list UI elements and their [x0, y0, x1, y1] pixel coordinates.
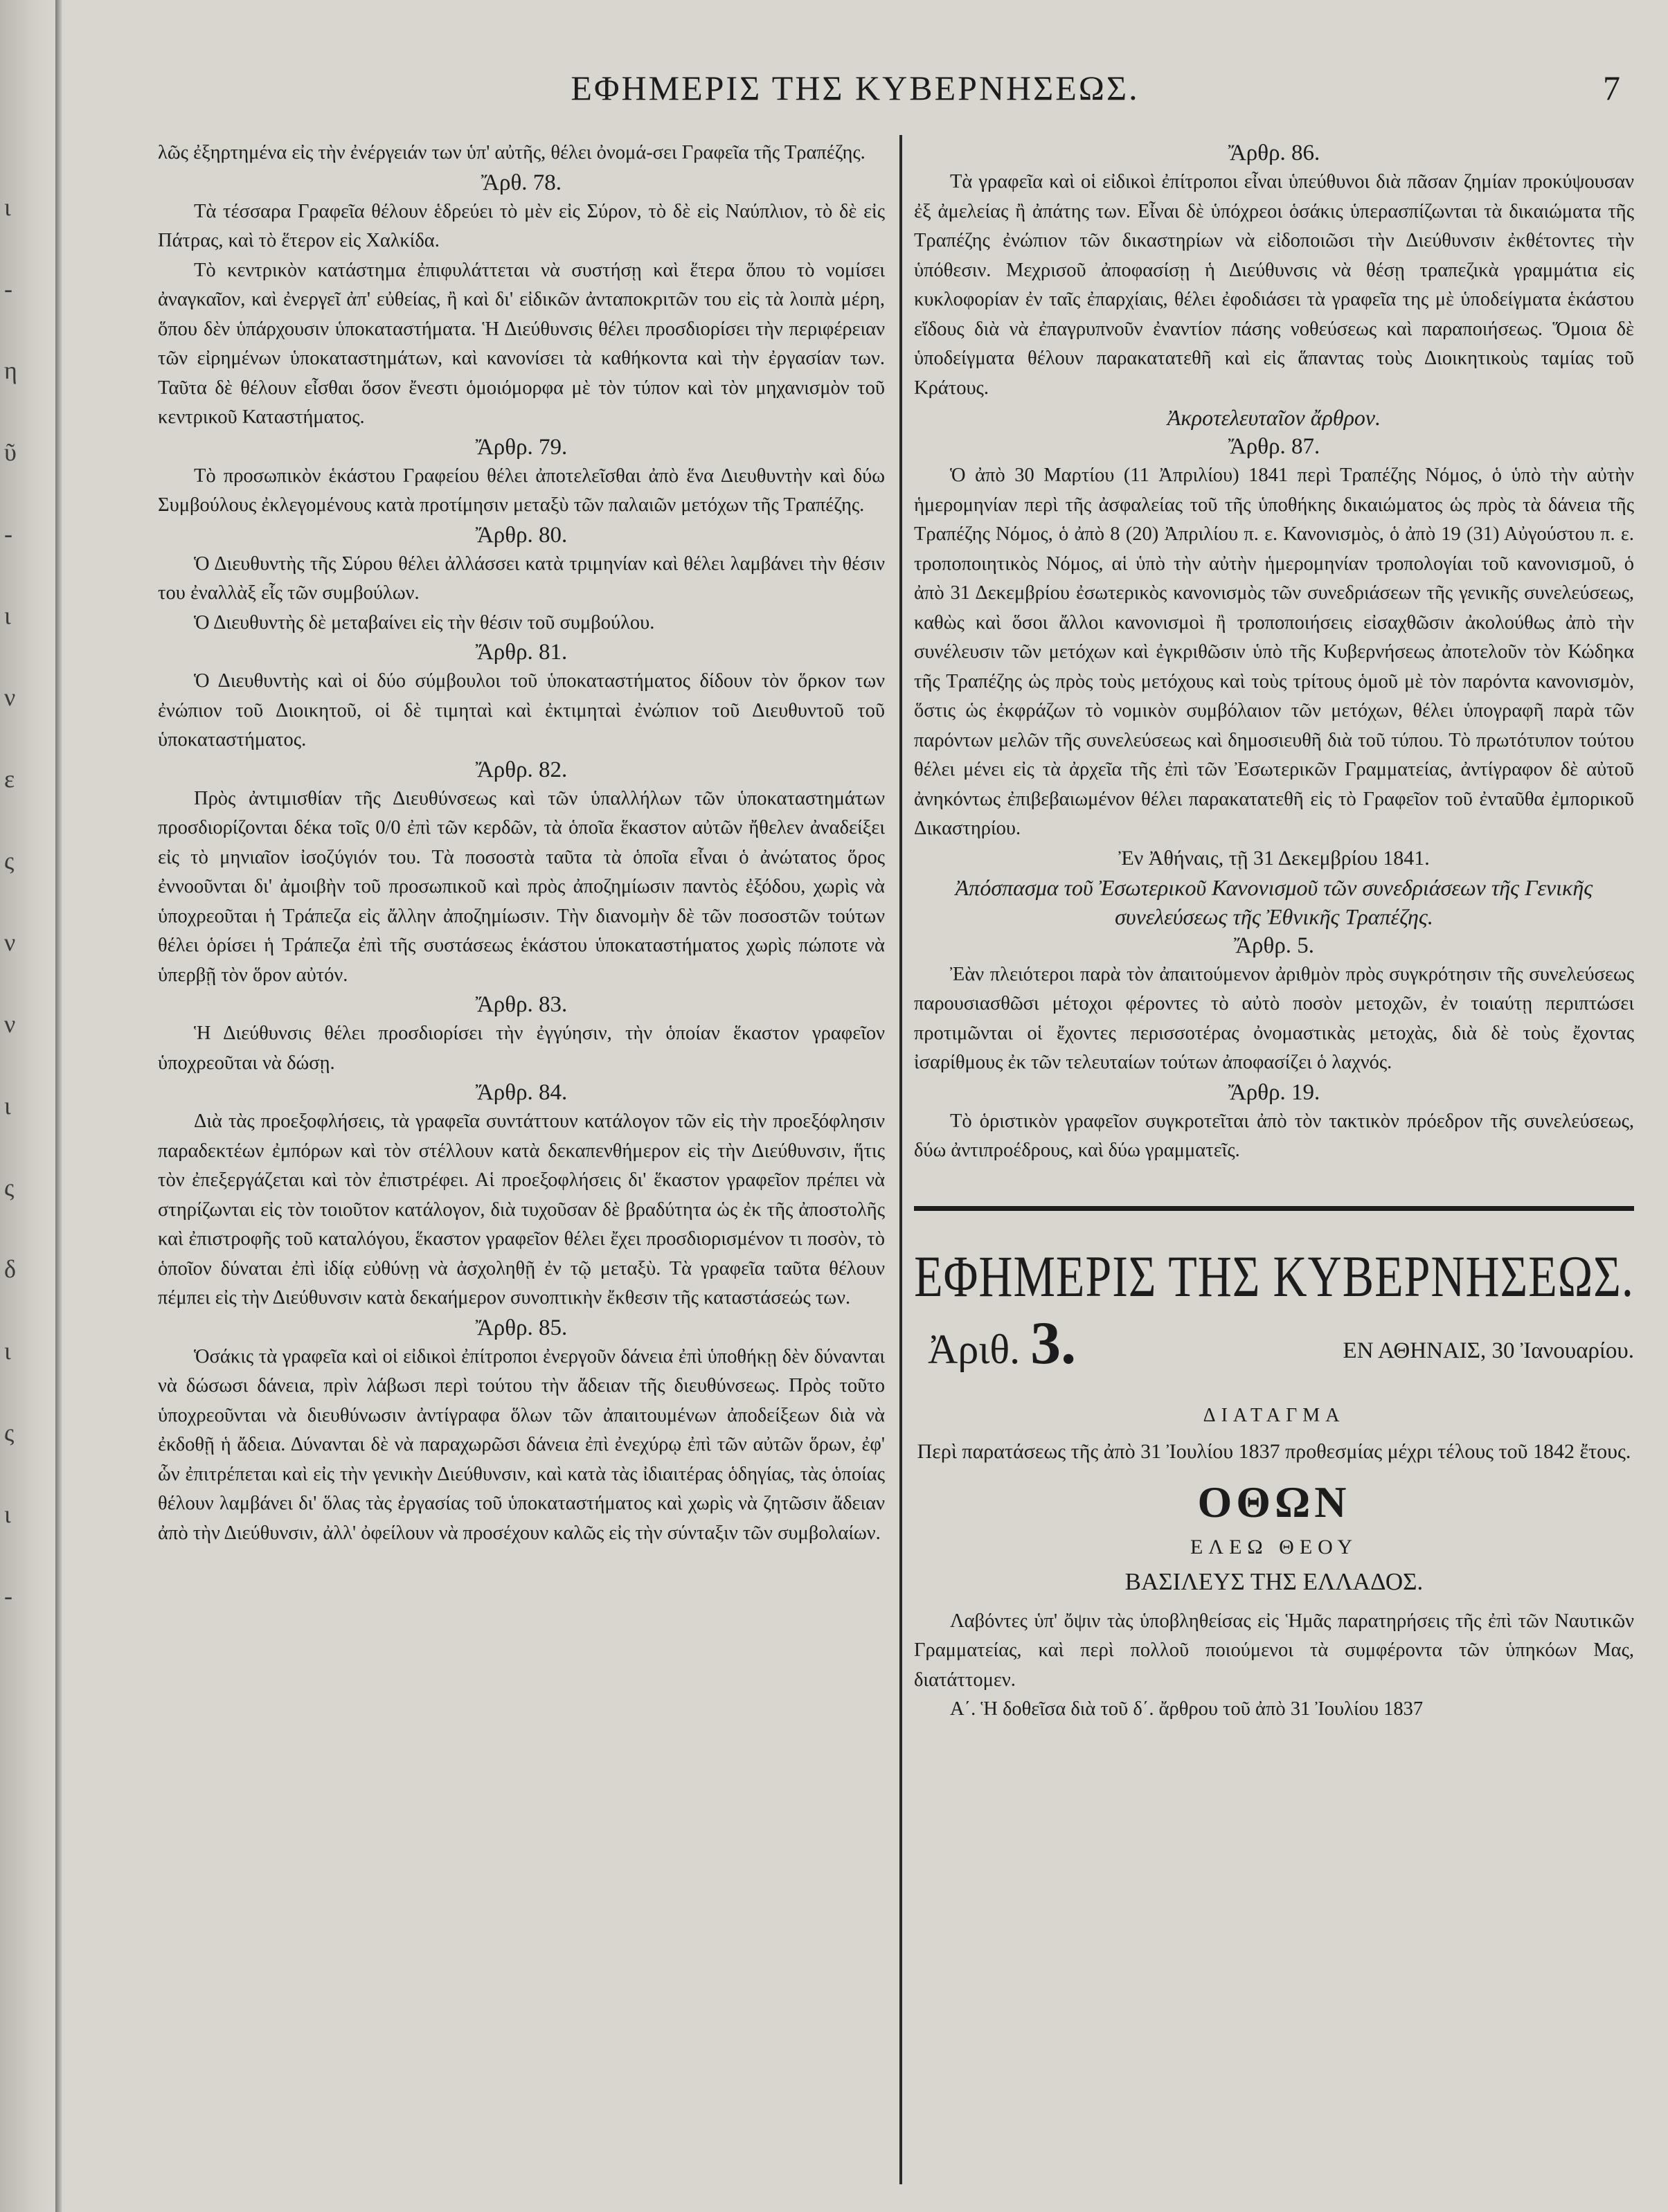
article-heading: Ἄρθρ. 19. — [1228, 1079, 1320, 1105]
article-heading: Ἄρθρ. 83. — [475, 992, 568, 1017]
column-divider — [899, 135, 902, 2184]
article-heading: Ἄρθρ. 84. — [475, 1080, 568, 1105]
issue-number — [928, 1309, 1077, 1377]
article-heading: Ἄρθρ. 82. — [475, 757, 568, 782]
king-title: ΒΑΣΙΛΕΥΣ ΤΗΣ ΕΛΛΑΔΟΣ. — [1124, 1567, 1424, 1595]
decree-description: Περὶ παρατάσεως τῆς ἀπὸ 31 Ἰουλίου 1837 προθεσμίας μέχρι τέλους τοῦ 1842 ἔτους. — [917, 1439, 1631, 1463]
gutter-letter: η — [4, 357, 17, 384]
right-column — [914, 138, 1634, 1725]
gutter-letter: ς — [4, 1174, 15, 1201]
issue-label: Ἀριθ. — [928, 1326, 1021, 1372]
gutter-letter: ν — [4, 1010, 16, 1038]
gutter-letter: ι — [4, 1500, 11, 1528]
gutter-letter: ς — [4, 847, 15, 874]
paragraph: Τὰ τέσσαρα Γραφεῖα θέλουν ἑδρεύει τὸ μὲν εἰς Σύρον, τὸ δὲ εἰς Ναύπλιον, τὸ δὲ εἰς Πάτρας, καὶ τὸ ἕτερον εἰς Χαλκίδα. — [158, 200, 885, 251]
paragraph: Ἡ Διεύθυνσις θέλει προσδιορίσει τὴν ἐγγύησιν, τὴν ὁποίαν ἕκαστον γραφεῖον ὑποχρεοῦται νὰ δώσῃ. — [158, 1023, 885, 1074]
paragraph: Ὁ Διευθυντὴς τῆς Σύρου θέλει ἀλλάσσει κατὰ τριμηνίαν καὶ θέλει λαμβάνει τὴν θέσιν του ἐναλλὰξ εἷς τῶν συμβούλων. — [158, 552, 885, 604]
paragraph: Τὸ κεντρικὸν κατάστημα ἐπιφυλάττεται νὰ συστήσῃ καὶ ἕτερα ὅπου τὸ νομίσει ἀναγκαῖον, καὶ ἐνεργεῖ ἀπ' εὐθείας, ἢ καὶ δι' εἰδικῶν ἀνταποκριτῶν του εἰς τὰ λοιπὰ μέρη, ὅπου δὲν ὑπάρχουσιν ὑποκαταστήματα. Ἡ Διεύθυνσις θέλει προσδιορίσει τὴν περιφέρειαν τῶν εἰρημένων ὑποκαταστημάτων, καὶ κανονίσει τὰ καθήκοντα καὶ τὴν ἐργασίαν των. Ταῦτα δὲ θέλουν εἶσθαι ὅσον ἔνεστι ὁμοιόμορφα μὲ τὸν τύπον καὶ τὸν μηχανισμὸν τοῦ κεντρικοῦ Καταστήματος. — [158, 259, 885, 428]
decree-article-a: Α΄. Ἡ δοθεῖσα διὰ τοῦ δ΄. ἄρθρου τοῦ ἀπὸ 31 Ἰουλίου 1837 — [950, 1698, 1424, 1720]
paragraph: Ὁσάκις τὰ γραφεῖα καὶ οἱ εἰδικοὶ ἐπίτροποι ἐνεργοῦν δάνεια ἐπὶ ὑποθήκῃ δὲν δύνανται νὰ δώσωσι δάνεια, πρὶν λάβωσι περὶ τούτου τὴν ἄδειαν τῆς διευθύνσεως. Πρὸς τοῦτο ὑποχρεοῦνται νὰ διευθύνωσιν ἀντίγραφα ὅλων τῶν ἀπαιτουμένων ἀποδείξεων διὰ νὰ ἐκδοθῇ ἡ ἄδεια. Δύνανται δὲ νὰ παραχωρῶσι δάνεια ἐπὶ ἐνεχύρῳ ἐπὶ τῶν αὐτῶν ὅρων, ἐφ' ὧν ἐπιτρέπεται καὶ εἰς τὴν γενικὴν Διεύθυνσιν, καὶ κατὰ τὰς ἰδιαιτέρας ὁδηγίας, τὰς ὁποίας θέλουν λαμβάνει δι' ὅλας τὰς ἐργασίας τοῦ ὑποκαταστήματος καὶ χωρὶς νὰ ζητῶσιν ἄδειαν ἀπὸ τὴν Διεύθυνσιν, ἀλλ' ὀφείλουν νὰ προσέχουν καλῶς εἰς τὴν σύνταξιν τῶν συμβολαίων. — [158, 1345, 885, 1544]
paragraph: Ὁ Διευθυντὴς καὶ οἱ δύο σύμβουλοι τοῦ ὑποκαταστήματος δίδουν τὸν ὅρκον των ἐνώπιον τοῦ Διοικητοῦ, οἱ δὲ τιμηταὶ καὶ ἐκτιμηταὶ ἐνώπιον τοῦ Διευθυντοῦ τοῦ ὑποκαταστήματος. — [158, 670, 885, 750]
document-type: ΔΙΑΤΑΓΜΑ — [1203, 1404, 1345, 1426]
gutter-letter: ι — [4, 602, 11, 629]
article-heading: Ἄρθρ. 85. — [475, 1315, 568, 1340]
decree-body — [914, 1607, 1634, 1725]
issue-masthead: ΕΦΗΜΕΡΙΣ ΤΗΣ ΚΥΒΕΡΝΗΣΕΩΣ. — [914, 1243, 1634, 1309]
paragraph: Τὸ προσωπικὸν ἑκάστου Γραφείου θέλει ἀποτελεῖσθαι ἀπὸ ἕνα Διευθυντὴν καὶ δύω Συμβούλους ἐκλεγομένους κατὰ προτίμησιν μεταξὺ τῶν παλαιῶν μετόχων τῆς Τραπέζης. — [158, 465, 885, 516]
article-heading: Ἄρθρ. 86. — [1228, 141, 1320, 165]
gutter-letter: ν — [4, 928, 16, 956]
issue-number-value: 3. — [1030, 1309, 1077, 1377]
paragraph: Ἐὰν πλειότεροι παρὰ τὸν ἀπαιτούμενον ἀριθμὸν πρὸς συγκρότησιν τῆς συνελεύσεως παρουσιασθῶσι μέτοχοι φέροντες τὸ αὐτὸ ποσὸν μετοχῶν, ἐν τοιαύτῃ περιπτώσει προτιμῶνται οἱ ἔχοντες περισσοτέρας ὀνομαστικὰς μετοχὰς, διὰ δὲ τοὺς ἔχοντας ἰσαρίθμους ἐκ τῶν τελευταίων τούτων ἀποφασίζει ὁ λαχνός. — [914, 963, 1634, 1073]
left-column — [158, 138, 885, 1548]
gutter-letter: ῦ — [4, 438, 17, 466]
paragraph: Διὰ τὰς προεξοφλήσεις, τὰ γραφεῖα συντάττουν κατάλογον τῶν εἰς τὴν προεξόφλησιν παραδεκτέων ἐμπόρων καὶ τὸν στέλλουν κατὰ δεκαπενθήμερον εἰς τὴν Διεύθυνσιν, ἥτις τὸν ἐπεξεργάζεται καὶ τὸν ἐπιστρέφει. Αἱ προεξοφλήσεις δι' ἕκαστον γραφεῖον πρέπει νὰ στηρίζωνται εἰς τὸν τοιοῦτον κατάλογον, διὰ τυχοῦσαν δὲ βραδύτητα ὡς ἐκ τῆς ἀποστολῆς καὶ ἐπιστροφῆς τοῦ καταλόγου, ἕκαστον γραφεῖον θέλει ἔχει προσδιορισμένον τι ποσὸν, τὸ ὁποῖον δύναται ἐπὶ ἰδίᾳ εὐθύνῃ νὰ ἀσχοληθῇ ἐν τῷ μεταξὺ. Τὰ γραφεῖα ταῦτα θέλουν πέμπει εἰς τὴν Διεύθυνσιν κατὰ δεκαήμερον συνοπτικὴν ἔκθεσιν τῆς καταστάσεώς των. — [158, 1111, 885, 1309]
paragraph: Ὁ Διευθυντὴς δὲ μεταβαίνει εἰς τὴν θέσιν τοῦ συμβούλου. — [194, 611, 655, 633]
gutter-letter: ν — [4, 683, 16, 711]
text-block: λῶς ἐξηρτημένα εἰς τὴν ἐνέργειάν των ὑπ' αὐτῆς, θέλει ὀνομά-σει Γραφεῖα τῆς Τραπέζης. — [158, 142, 866, 163]
gutter-letter: ι — [4, 1337, 11, 1365]
article-heading: Ἄρθρ. 81. — [475, 640, 568, 665]
king-name: ΟΘΩΝ — [1197, 1477, 1351, 1527]
italic-heading: Ἀκροτελευταῖον ἄρθρον. — [1167, 405, 1381, 430]
paragraph: Τὸ ὁριστικὸν γραφεῖον συγκροτεῖται ἀπὸ τὸν τακτικὸν πρόεδρον τῆς συνελεύσεως, δύω ἀντιπροέδρους, καὶ δύω γραμματεῖς. — [914, 1110, 1634, 1161]
gutter-letter: ι — [4, 1092, 11, 1120]
gutter-letter: - — [4, 520, 12, 548]
italic-heading: Ἀπόσπασμα τοῦ Ἐσωτερικοῦ Κανονισμοῦ τῶν συνεδριάσεων τῆς Γενικῆς συνελεύσεως τῆς Ἐθνικῆς Τραπέζης. — [955, 874, 1593, 929]
gutter-letter: - — [4, 1582, 12, 1610]
gutter-letter: - — [4, 275, 12, 303]
right-column-articles — [914, 138, 1634, 1166]
page-fold-shadow — [55, 0, 62, 2212]
gutter-letter: ς — [4, 1419, 15, 1446]
article-heading: Ἄρθρ. 87. — [1228, 434, 1320, 459]
page-number: 7 — [1603, 69, 1620, 107]
article-heading: Ἄρθρ. 5. — [1233, 933, 1315, 958]
paragraph: Ὁ ἀπὸ 30 Μαρτίου (11 Ἀπριλίου) 1841 περὶ Τραπέζης Νόμος, ὁ ὑπὸ τὴν αὐτὴν ἡμερομηνίαν περὶ τῆς ἀσφαλείας τοῦ τῆς ὑποθήκης δικαιώματος ὡς πρὸς τὰ δάνεια τῆς Τραπέζης Νόμος, ὁ ἀπὸ 8 (20) Ἀπριλίου π. ε. Κανονισμὸς, ὁ ἀπὸ 19 (31) Αὐγούστου π. ε. τροποποιητικὸς Νόμος, αἱ ὑπὸ τὴν αὐτὴν ἡμερομηνίαν τροπολογίαι τοῦ κανονισμοῦ, ὁ ἀπὸ 31 Δεκεμβρίου ἐσωτερικὸς κανονισμὸς τῶν συνεδριάσεων τῆς γενικῆς συνελεύσεως, καθὼς καὶ ὅσοι ἄλλοι κανονισμοὶ ἢ τροποποιήσεις εἰσαχθῶσιν ἀκολούθως ἀπὸ τὴν συνέλευσιν τῶν μετόχων καὶ ἐγκριθῶσιν ὑπὸ τῆς Κυβερνήσεως ἀποτελοῦν τὸν Κώδηκα τῆς Τραπέζης ὡς πρὸς τοὺς μετόχους καὶ τοὺς τρίτους ὁμοῦ μὲ τὸν παρόντα κανονισμὸν, ὅστις ὡς ἐκφράζων τὸ νομικὸν συμβόλαιον τῶν μετόχων, θέλει ὑπογραφῆ παρὰ τῶν παρόντων μελῶν τῆς συνελεύσεως καὶ δημοσιευθῆ διὰ τοῦ τύπου. Τὸ πρωτότυπον τούτου θέλει μένει εἰς τὰ ἀρχεῖα τῆς ἐπὶ τῶν Ἐσωτερικῶν Γραμματείας, ἀντίγραφον δὲ αὐτοῦ ἀνηκόντως ἐπιβεβαιωμένον θέλει παρακατατεθῆ εἰς τὸ Γραφεῖον τοῦ ἐνταῦθα ἐμπορικοῦ Δικαστηρίου. — [914, 465, 1634, 839]
gutter-letter: ε — [4, 765, 15, 793]
decree-preamble: Λαβόντες ὑπ' ὄψιν τὰς ὑποβληθείσας εἰς Ἡμᾶς παρατηρήσεις τῆς ἐπὶ τῶν Ναυτικῶν Γραμματείας, καὶ περὶ πολλοῦ ποιούμενοι τὰ συμφέροντα τῶν ὑπηκόων Μας, διατάττομεν. — [914, 1610, 1634, 1691]
issue-separator-rule — [914, 1206, 1634, 1211]
article-heading: Ἄρθρ. 79. — [475, 434, 568, 460]
paragraph: Τὰ γραφεῖα καὶ οἱ εἰδικοὶ ἐπίτροποι εἶναι ὑπεύθυνοι διὰ πᾶσαν ζημίαν προκύψουσαν ἐξ ἀμελείας ἢ ἀπάτης των. Εἶναι δὲ ὑπόχρεοι ὁσάκις ὑπερασπίζωνται τὰ δικαιώματα τῆς Τραπέζης ἐνώπιον τῶν δικαστηρίων νὰ εἰδοποιῶσι τὴν Διεύθυνσιν ἐκθέτοντες τὴν ὑπόθεσιν. Μεχρισοῦ ἀποφασίσῃ ἡ Διεύθυνσις νὰ θέσῃ τραπεζικὰ γραμμάτια εἰς κυκλοφορίαν ἐν ταῖς ἐπαρχίαις, θέλει ἐφοδιάσει τὰ γραφεῖα της μὲ ὑποδείγματα ἑκάστου εἴδους διὰ νὰ ἐπαγρυπνοῦν ἐναντίον πάσης νοθεύσεως καὶ παραποιήσεως. Ὅμοια δὲ ὑποδείγματα θέλουν παρακατατεθῆ καὶ εἰς ἅπαντας τοὺς Διοικητικοὺς ταμίας τοῦ Κράτους. — [914, 171, 1634, 399]
paragraph: Πρὸς ἀντιμισθίαν τῆς Διευθύνσεως καὶ τῶν ὑπαλλήλων τῶν ὑποκαταστημάτων προσδιορίζονται δέκα τοῖς 0/0 ἐπὶ τῶν κερδῶν, τὰ ὁποῖα ἕκαστον αὐτῶν ἤθελεν ἀναδείξει εἰς τὸ μηνιαῖον ἰσοζύγιόν του. Τὰ ποσοστὰ ταῦτα τὰ ὁποῖα εἶναι ὁ ἀνώτατος ὅρος ἐννοοῦνται δι' ἀμοιβὴν τοῦ προσωπικοῦ καὶ πρὸς ἀποζημίωσιν παντὸς ἐξόδου, χωρὶς νὰ ὑποχρεοῦται ἡ Τράπεζα εἰς ἄλλην ἀποζημίωσιν. Τὴν διανομὴν δὲ τῶν ποσοστῶν τούτων θέλει ὁρίσει ἡ Τράπεζα ἐπὶ τῆς συστάσεως ἑκάστου ὑποκαταστήματος χωρὶς πώποτε νὰ ὑπερβῇ τὸν ὅρον αὐτόν. — [158, 787, 885, 986]
issue-dateline: ΕΝ ΑΘΗΝΑΙΣ, 30 Ἰανουαρίου. — [1343, 1338, 1634, 1363]
newspaper-title: ΕΦΗΜΕΡΙΣ ΤΗΣ ΚΥΒΕΡΝΗΣΕΩΣ. — [571, 69, 1140, 107]
issue-info-row — [914, 1309, 1634, 1388]
grace-line: ΕΛΕΩ ΘΕΟΥ — [1190, 1535, 1358, 1558]
article-heading: Ἄρθ. 78. — [481, 170, 562, 195]
gutter-letter: δ — [4, 1255, 16, 1283]
date-signoff: Ἐν Ἀθήναις, τῇ 31 Δεκεμβρίου 1841. — [1118, 846, 1430, 870]
gutter-letter: ι — [4, 193, 11, 221]
article-heading: Ἄρθρ. 80. — [475, 522, 568, 548]
gutter-letter-fragments — [4, 166, 32, 1637]
previous-page-gutter — [0, 0, 54, 2212]
page-header — [90, 64, 1620, 112]
